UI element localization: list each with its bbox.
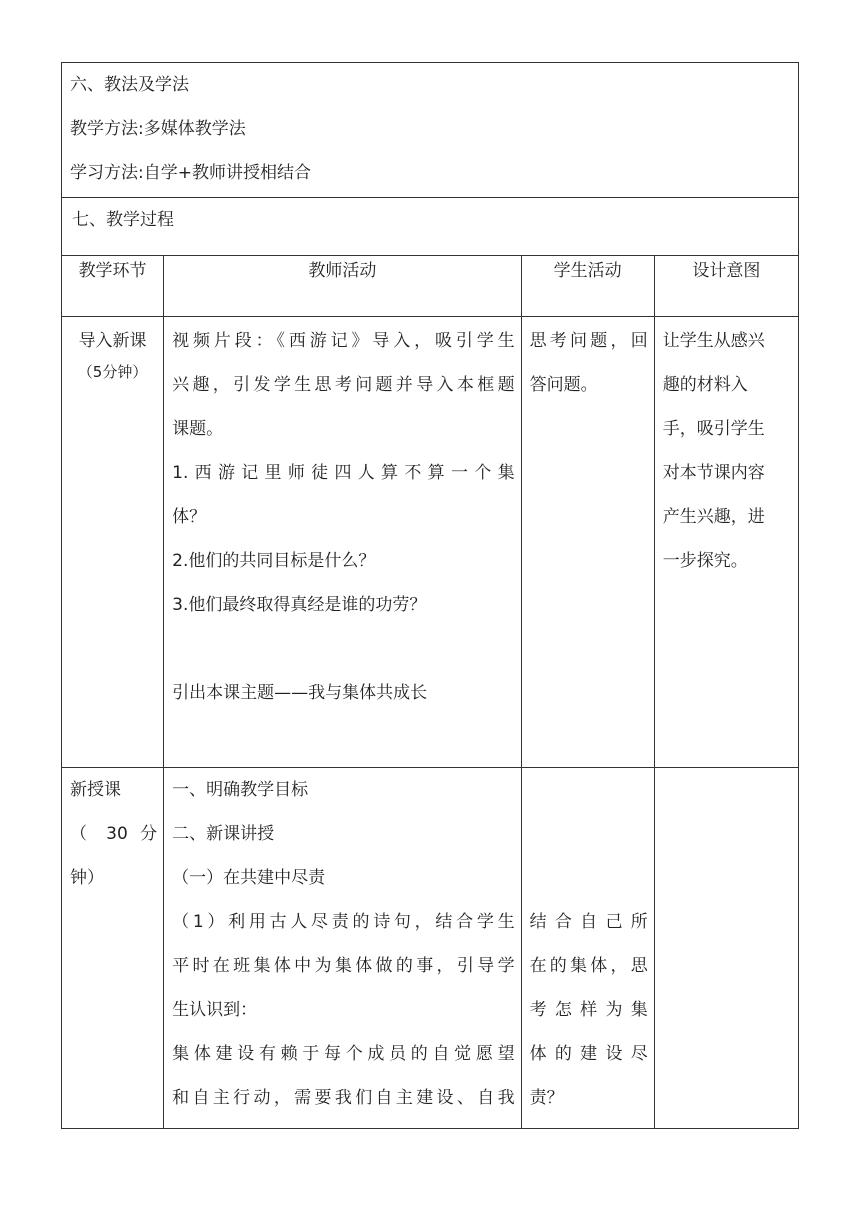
intro-design-line-3: 手，吸引学生 — [662, 419, 765, 439]
intro-teacher-line-6: 2.他们的共同目标是什么？ — [172, 551, 376, 571]
new-lesson-stage-line-2: （ 30 分 — [70, 824, 158, 844]
intro-teacher-line-3: 课题。 — [172, 419, 224, 439]
table-header-row — [62, 256, 799, 317]
intro-teacher-line-1: 视频片段：《西游记》导入，吸引学生 — [172, 331, 515, 351]
new-lesson-teacher-line-8: 和自主行动，需要我们自主建设、自我 — [172, 1088, 515, 1108]
intro-teacher-line-4: 1.西游记里师徒四人算不算一个集 — [172, 463, 515, 483]
new-lesson-student-line-3: 考怎样为集 — [529, 1000, 648, 1020]
new-lesson-teacher-line-7: 集体建设有赖于每个成员的自觉愿望 — [172, 1044, 515, 1064]
intro-stage: 导入新课 — [78, 331, 147, 351]
header-stage: 教学环节 — [62, 256, 164, 317]
header-teacher-activity: 教师活动 — [164, 256, 521, 317]
new-lesson-teacher-line-1: 一、明确教学目标 — [172, 780, 309, 800]
header-student-activity: 学生活动 — [521, 256, 654, 317]
section-seven-row — [62, 198, 799, 256]
new-lesson-student-line-5: 责？ — [529, 1088, 564, 1108]
new-lesson-design-cell — [654, 768, 798, 1129]
intro-teacher-line-7: 3.他们最终取得真经是谁的功劳？ — [172, 595, 427, 615]
teaching-method: 教学方法:多媒体教学法 — [70, 119, 246, 139]
new-lesson-stage-line-1: 新授课 — [70, 780, 121, 800]
learning-method: 学习方法:自学+教师讲授相结合 — [70, 163, 311, 183]
intro-student-line-1: 思考问题，回 — [529, 331, 648, 351]
intro-teacher-line-9: 引出本课主题——我与集体共成长 — [172, 683, 428, 703]
intro-design-line-2: 趣的材料入 — [662, 375, 748, 395]
new-lesson-student-line-4: 体的建设尽 — [529, 1044, 648, 1064]
intro-design-line-6: 一步探究。 — [662, 551, 748, 571]
new-lesson-teacher-line-2: 二、新课讲授 — [172, 824, 275, 844]
lesson-plan-table — [61, 62, 799, 1129]
new-lesson-student-line-2: 在的集体，思 — [529, 956, 648, 976]
new-lesson-stage-line-3: 钟） — [70, 868, 104, 888]
intro-design-line-4: 对本节课内容 — [662, 463, 765, 483]
new-lesson-teacher-line-4: （1）利用古人尽责的诗句，结合学生 — [172, 912, 515, 932]
intro-teacher-line-5: 体？ — [172, 507, 207, 527]
section-seven-heading: 七、教学过程 — [72, 210, 174, 230]
header-design-intent: 设计意图 — [654, 256, 798, 317]
new-lesson-teacher-line-3: （一）在共建中尽责 — [172, 868, 326, 888]
new-lesson-student-line-1: 结合自己所 — [529, 912, 648, 932]
section-six-row — [62, 63, 799, 198]
new-lesson-teacher-line-5: 平时在班集体中为集体做的事，引导学 — [172, 956, 515, 976]
table-row-new-lesson — [62, 768, 799, 1129]
new-lesson-teacher-line-6: 生认识到： — [172, 1000, 258, 1020]
intro-design-line-5: 产生兴趣，进 — [662, 507, 765, 527]
table-row-intro — [62, 317, 799, 768]
intro-teacher-line-2: 兴趣，引发学生思考问题并导入本框题 — [172, 375, 515, 395]
intro-teacher-line-8 — [172, 627, 514, 671]
section-six-heading: 六、教法及学法 — [70, 75, 189, 95]
intro-student-line-2: 答问题。 — [529, 375, 598, 395]
intro-design-line-1: 让学生从感兴 — [662, 331, 765, 351]
intro-duration: （5分钟） — [77, 363, 148, 381]
